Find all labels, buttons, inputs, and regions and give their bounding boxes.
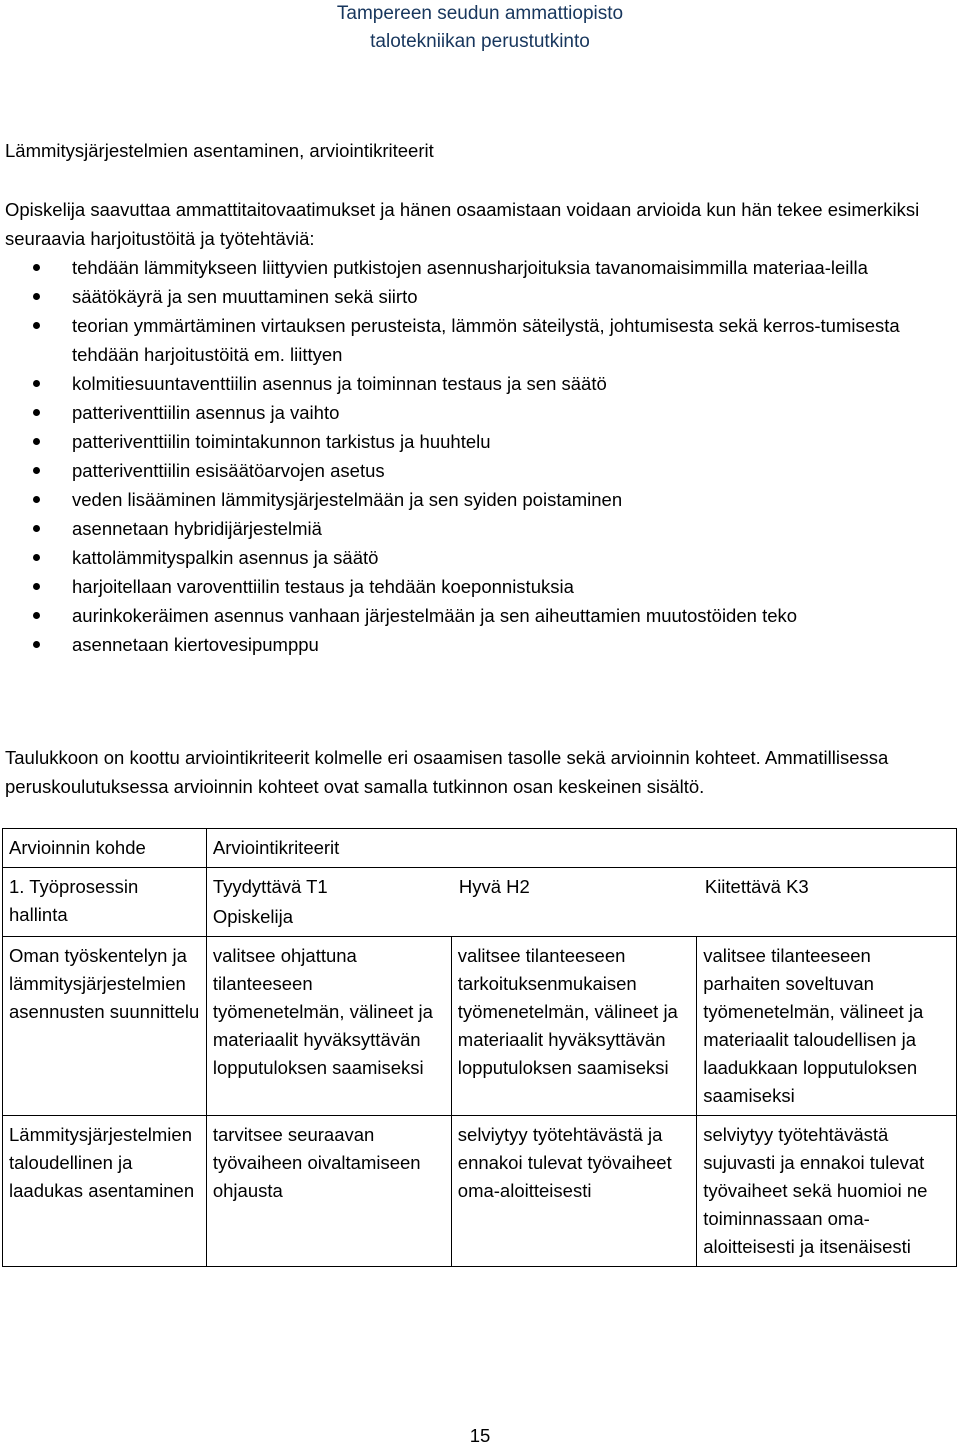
level-excellent: Kiitettävä K3	[704, 876, 809, 897]
task-text: patteriventtiilin asennus ja vaihto	[72, 402, 340, 423]
task-item	[0, 514, 960, 543]
task-text: aurinkokeräimen asennus vanhaan järjestelmään ja sen aiheuttamien muutostöiden teko	[72, 605, 798, 626]
page-number: 15	[469, 1425, 491, 1446]
subject-label: Opiskelija	[212, 906, 294, 927]
task-text: patteriventtiilin toimintakunnon tarkistus ja huuhtelu	[72, 431, 491, 452]
bullet-icon	[33, 264, 40, 271]
row-target: Oman työskentelyn ja lämmitysjärjestelmien asennusten suunnittelu	[3, 937, 207, 1116]
table-intro-paragraph: Taulukkoon on koottu arviointikriteerit kolmelle eri osaamisen tasolle sekä arvioinnin kohteet. Ammatillisessa peruskoulutuksessa arvioinnin kohteet ovat samalla tutkinnon osan keskeinen sisältö.	[5, 747, 889, 797]
bullet-icon	[33, 612, 40, 619]
bullet-icon	[33, 322, 40, 329]
task-text: tehdään lämmitykseen liittyvien putkistojen asennusharjoituksia tavanomaisimmilla materiaa-leilla	[72, 257, 868, 278]
task-item	[0, 282, 960, 311]
level-headings	[213, 873, 950, 901]
row-criteria-k3: selviytyy työtehtävästä sujuvasti ja ennakoi tulevat työvaiheet sekä huomioi ne toiminnassaan oma-aloitteisesti ja itsenäisesti	[697, 1116, 957, 1267]
bullet-icon	[33, 409, 40, 416]
task-item	[0, 630, 960, 659]
task-text: patteriventtiilin esisäätöarvojen asetus	[72, 460, 385, 481]
task-item	[0, 253, 960, 282]
task-list	[0, 253, 960, 659]
row-target: Lämmitysjärjestelmien taloudellinen ja laadukas asentaminen	[3, 1116, 207, 1267]
section-title: Lämmitysjärjestelmien asentaminen, arviointikriteerit	[5, 140, 434, 161]
bullet-icon	[33, 380, 40, 387]
bullet-icon	[33, 438, 40, 445]
task-item	[0, 369, 960, 398]
section-label: 1. Työprosessin hallinta	[3, 868, 207, 937]
bullet-icon	[33, 293, 40, 300]
bullet-icon	[33, 554, 40, 561]
intro-paragraph	[5, 195, 955, 253]
header-criteria: Arviointikriteerit	[206, 829, 956, 868]
bullet-icon	[33, 641, 40, 648]
task-item	[0, 543, 960, 572]
table-row	[3, 1116, 957, 1267]
task-text: asennetaan kiertovesipumppu	[72, 634, 319, 655]
row-criteria-h2: valitsee tilanteeseen tarkoituksenmukaisen työmenetelmän, välineet ja materiaalit hyväksyttävän lopputuloksen saamiseksi	[451, 937, 696, 1116]
intro-text: Opiskelija saavuttaa ammattitaitovaatimukset ja hänen osaamistaan voidaan arvioida kun hän tekee esimerkiksi seuraavia harjoitustöitä ja työtehtäviä:	[5, 199, 920, 249]
bullet-icon	[33, 467, 40, 474]
header-assessment-target: Arvioinnin kohde	[3, 829, 207, 868]
table-row	[3, 937, 957, 1116]
task-text: veden lisääminen lämmitysjärjestelmään ja sen syiden poistaminen	[72, 489, 623, 510]
levels-cell	[206, 868, 956, 937]
table-header-row	[3, 829, 957, 868]
bullet-icon	[33, 496, 40, 503]
table-section-row	[3, 868, 957, 937]
task-item	[0, 398, 960, 427]
row-criteria-t1: valitsee ohjattuna tilanteeseen työmenetelmän, välineet ja materiaalit hyväksyttävän lopputuloksen saamiseksi	[206, 937, 451, 1116]
task-item	[0, 456, 960, 485]
header-degree-name: talotekniikan perustutkinto	[370, 31, 590, 52]
task-text: asennetaan hybridijärjestelmiä	[72, 518, 322, 539]
row-criteria-t1: tarvitsee seuraavan työvaiheen oivaltamiseen ohjausta	[206, 1116, 451, 1267]
task-item	[0, 572, 960, 601]
task-item	[0, 427, 960, 456]
task-item	[0, 601, 960, 630]
task-text: kattolämmityspalkin asennus ja säätö	[72, 547, 379, 568]
task-item	[0, 485, 960, 514]
bullet-icon	[33, 583, 40, 590]
task-text: kolmitiesuuntaventtiilin asennus ja toiminnan testaus ja sen säätö	[72, 373, 607, 394]
level-satisfactory: Tyydyttävä T1	[212, 876, 328, 897]
task-item	[0, 311, 960, 369]
level-good: Hyvä H2	[458, 876, 530, 897]
bullet-icon	[33, 525, 40, 532]
task-text: säätökäyrä ja sen muuttaminen sekä siirto	[72, 286, 418, 307]
document-header	[0, 0, 960, 56]
header-school-name: Tampereen seudun ammattiopisto	[336, 3, 624, 24]
criteria-table	[2, 828, 957, 1267]
task-text: harjoitellaan varoventtiilin testaus ja tehdään koeponnistuksia	[72, 576, 574, 597]
row-criteria-k3: valitsee tilanteeseen parhaiten soveltuvan työmenetelmän, välineet ja materiaalit taloudellisen ja laadukkaan lopputuloksen saamiseksi	[697, 937, 957, 1116]
task-text: teorian ymmärtäminen virtauksen perusteista, lämmön säteilystä, johtumisesta sekä kerros-tumisesta tehdään harjoitustöitä em. liittyen	[72, 315, 900, 365]
row-criteria-h2: selviytyy työtehtävästä ja ennakoi tulevat työvaiheet oma-aloitteisesti	[451, 1116, 696, 1267]
